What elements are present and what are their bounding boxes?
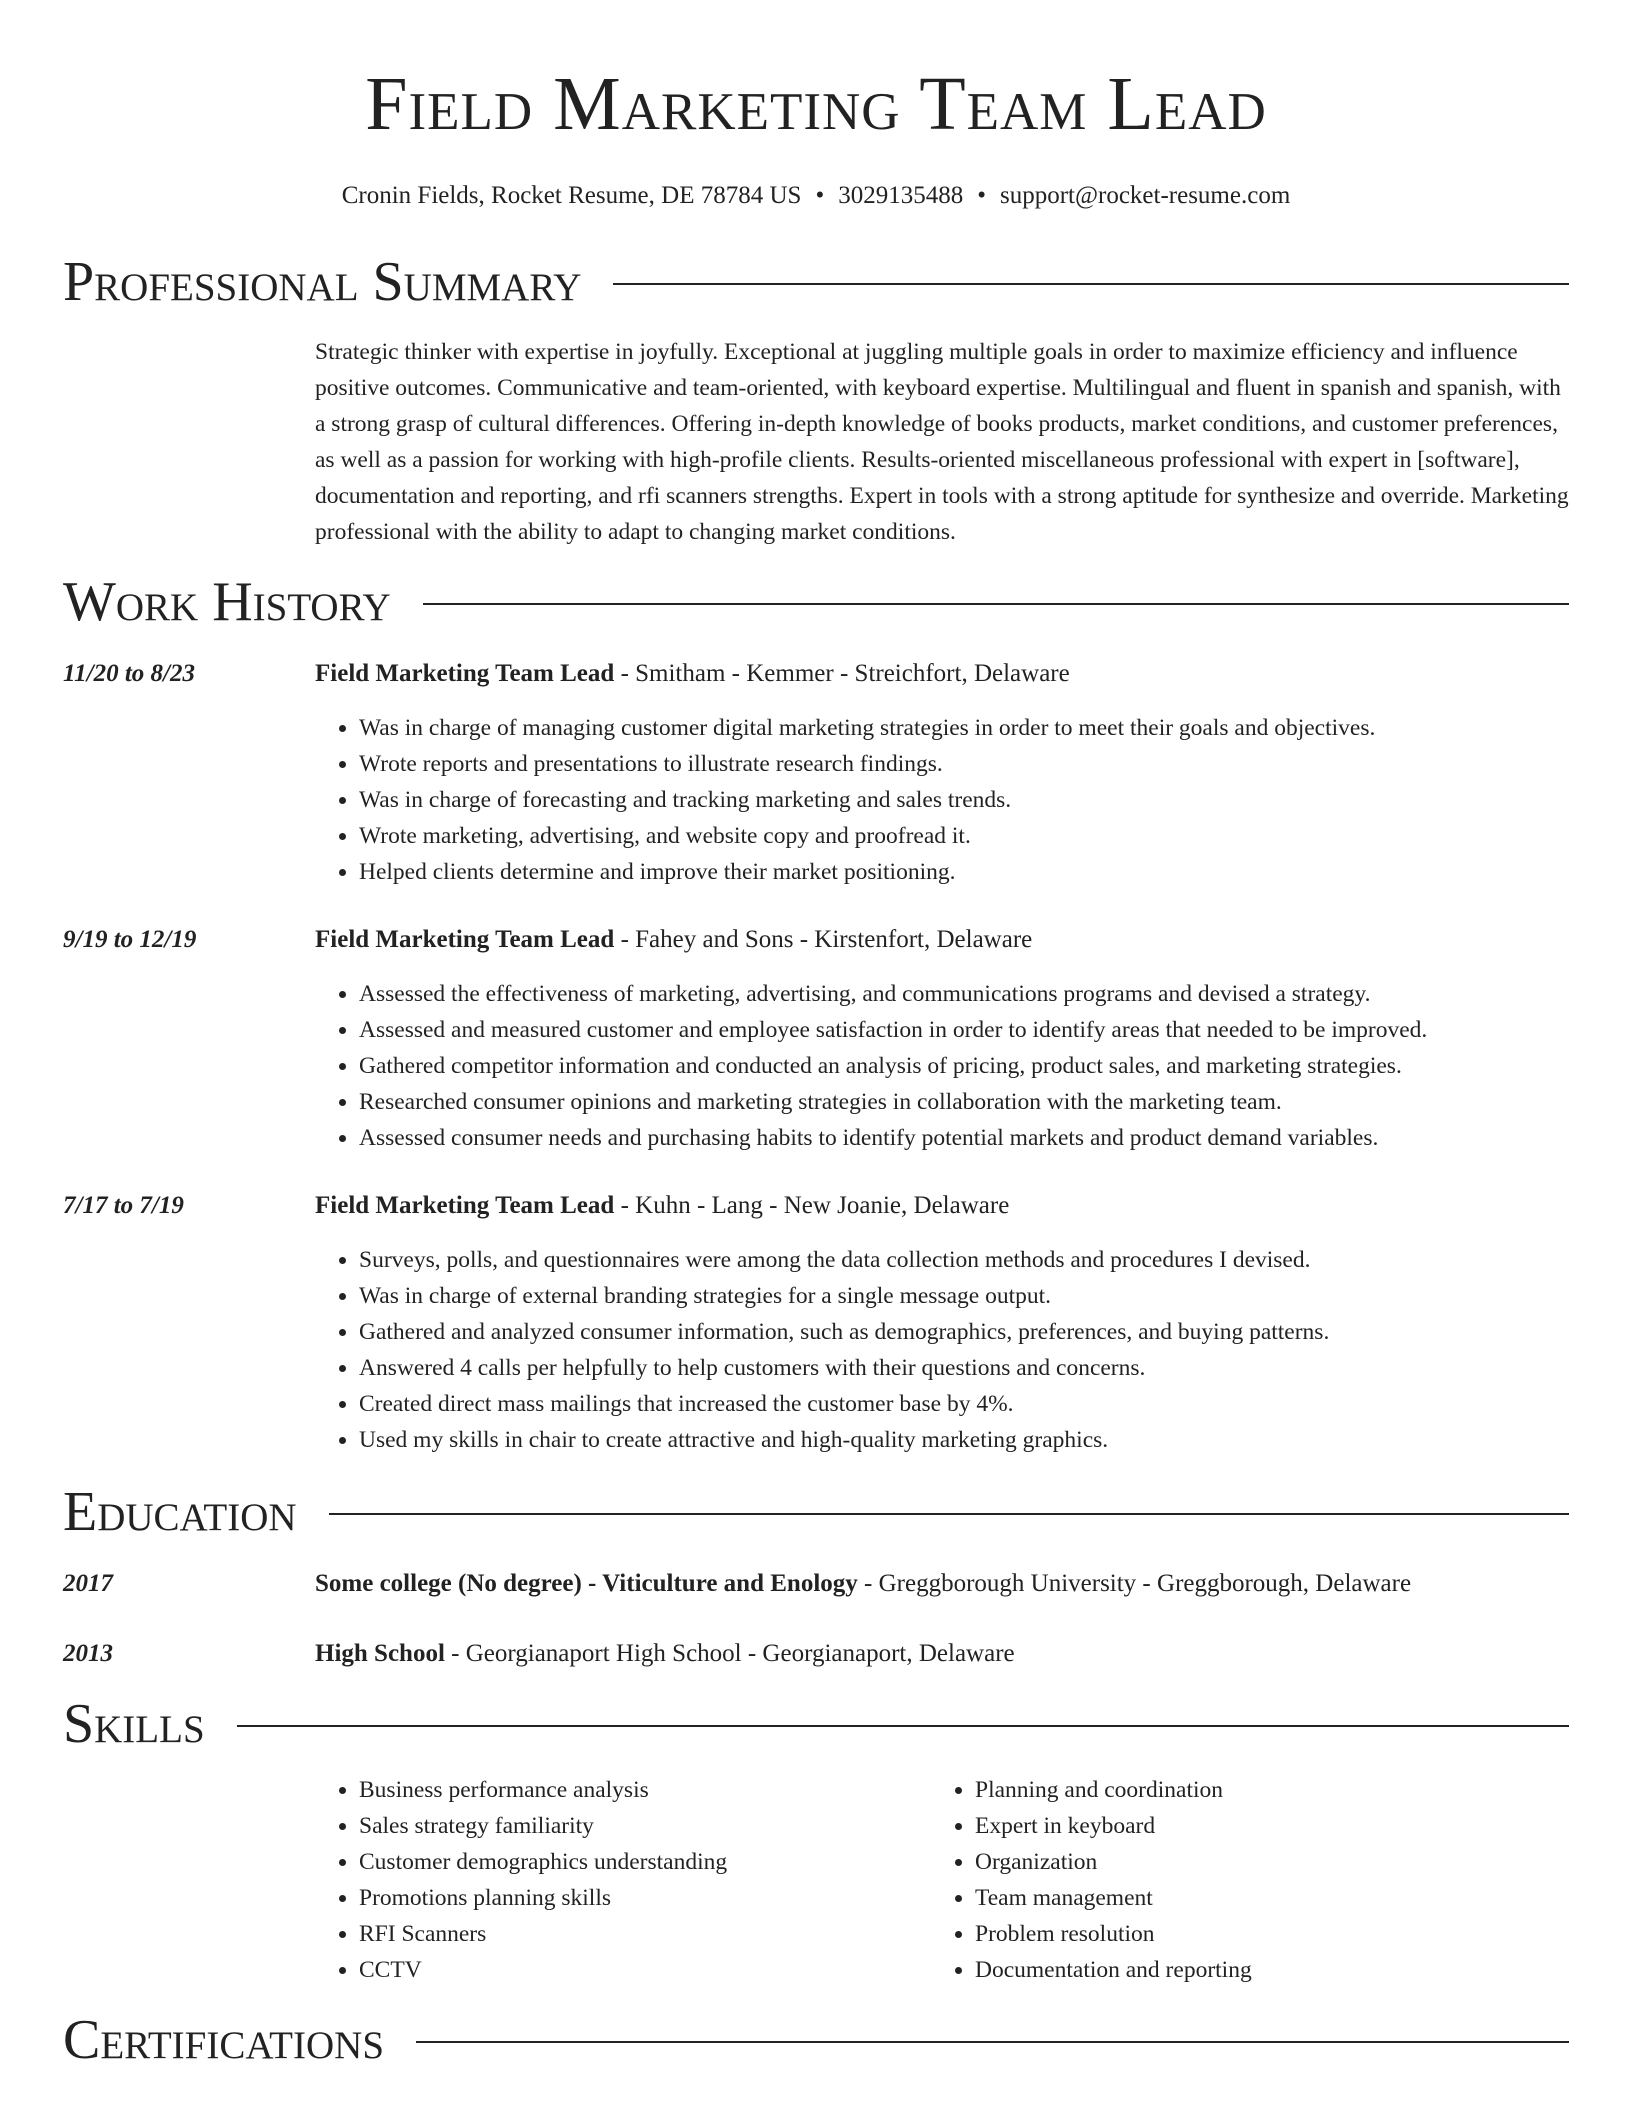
section-education bbox=[63, 1480, 1569, 1544]
candidate-name: Field Marketing Team Lead bbox=[365, 62, 1267, 146]
job-details: - Smitham - Kemmer - Streichfort, Delaware bbox=[614, 660, 1070, 687]
list-item: • Answered 4 calls per helpfully to help customers with their questions and concerns. bbox=[359, 1350, 1569, 1386]
education-entry bbox=[63, 1636, 1569, 1672]
list-item: • Assessed the effectiveness of marketing, advertising, and communications programs and devised a strategy. bbox=[359, 976, 1569, 1012]
list-item: • Business performance analysis bbox=[359, 1772, 931, 1808]
education-heading bbox=[315, 1636, 1569, 1672]
job-entry bbox=[63, 1188, 1569, 1458]
skills-list bbox=[315, 1772, 1569, 1988]
education-entry bbox=[63, 1566, 1569, 1602]
section-title: Education bbox=[63, 1481, 297, 1543]
section-title: Work History bbox=[63, 571, 391, 633]
contact-separator: • bbox=[977, 182, 986, 209]
job-details: - Kuhn - Lang - New Joanie, Delaware bbox=[614, 1192, 1010, 1219]
education-details: - Greggborough University - Greggborough, Delaware bbox=[857, 1570, 1412, 1597]
education-year: 2017 bbox=[63, 1570, 113, 1597]
job-role: Field Marketing Team Lead bbox=[315, 660, 615, 687]
list-item: • Gathered competitor information and conducted an analysis of pricing, product sales, and marketing strategies. bbox=[359, 1048, 1569, 1084]
education-degree: High School bbox=[315, 1640, 445, 1667]
list-item: • Gathered and analyzed consumer information, such as demographics, preferences, and buying patterns. bbox=[359, 1314, 1569, 1350]
list-item: • Was in charge of external branding strategies for a single message output. bbox=[359, 1278, 1569, 1314]
list-item: • Used my skills in chair to create attractive and high-quality marketing graphics. bbox=[359, 1422, 1569, 1458]
job-role: Field Marketing Team Lead bbox=[315, 1192, 615, 1219]
list-item: • Wrote marketing, advertising, and website copy and proofread it. bbox=[359, 818, 1569, 854]
job-entry bbox=[63, 922, 1569, 1156]
list-item: • Surveys, polls, and questionnaires were among the data collection methods and procedures I devised. bbox=[359, 1242, 1569, 1278]
contact-line bbox=[0, 180, 1632, 212]
section-divider bbox=[329, 1513, 1569, 1515]
list-item: • Documentation and reporting bbox=[975, 1952, 1252, 1988]
list-item: • CCTV bbox=[359, 1952, 931, 1988]
list-item: • Was in charge of managing customer digital marketing strategies in order to meet their goals and objectives. bbox=[359, 710, 1569, 746]
list-item: • Organization bbox=[975, 1844, 1252, 1880]
section-divider bbox=[423, 603, 1569, 605]
list-item: • Team management bbox=[975, 1880, 1252, 1916]
contact-email: support@rocket-resume.com bbox=[999, 182, 1291, 209]
job-heading bbox=[315, 1188, 1569, 1224]
job-heading bbox=[315, 656, 1569, 692]
list-item: • Created direct mass mailings that increased the customer base by 4%. bbox=[359, 1386, 1569, 1422]
list-item: • Expert in keyboard bbox=[975, 1808, 1252, 1844]
job-dates: 7/17 to 7/19 bbox=[63, 1192, 184, 1219]
contact-separator: • bbox=[815, 182, 825, 209]
education-heading bbox=[315, 1566, 1569, 1602]
job-dates: 9/19 to 12/19 bbox=[63, 926, 197, 953]
section-divider bbox=[613, 283, 1569, 285]
job-bullets bbox=[315, 1242, 1569, 1458]
section-title: Skills bbox=[63, 1693, 205, 1755]
list-item: • Problem resolution bbox=[975, 1916, 1252, 1952]
list-item: • Assessed and measured customer and employee satisfaction in order to identify areas that needed to be improved. bbox=[359, 1012, 1569, 1048]
job-dates: 11/20 to 8/23 bbox=[63, 660, 195, 687]
list-item: • Helped clients determine and improve their market positioning. bbox=[359, 854, 1569, 890]
list-item: • Assessed consumer needs and purchasing habits to identify potential markets and product demand variables. bbox=[359, 1120, 1569, 1156]
education-year: 2013 bbox=[63, 1640, 113, 1667]
education-degree: Some college (No degree) - Viticulture and Enology bbox=[315, 1570, 858, 1597]
section-divider bbox=[237, 1725, 1569, 1727]
skills-column-right bbox=[931, 1772, 1252, 1988]
job-bullets bbox=[315, 710, 1569, 890]
job-details: - Fahey and Sons - Kirstenfort, Delaware bbox=[614, 926, 1033, 953]
section-title: Certifications bbox=[63, 2009, 385, 2071]
list-item: • Wrote reports and presentations to illustrate research findings. bbox=[359, 746, 1569, 782]
contact-phone: 3029135488 bbox=[838, 182, 964, 209]
job-heading bbox=[315, 922, 1569, 958]
section-certifications bbox=[63, 2008, 1569, 2072]
contact-address: Cronin Fields, Rocket Resume, DE 78784 US bbox=[341, 182, 802, 209]
section-divider bbox=[416, 2041, 1569, 2043]
section-title: Professional Summary bbox=[63, 251, 582, 313]
list-item: • Was in charge of forecasting and tracking marketing and sales trends. bbox=[359, 782, 1569, 818]
skills-column-left bbox=[315, 1772, 931, 1988]
list-item: • Customer demographics understanding bbox=[359, 1844, 931, 1880]
education-details: - Georgianaport High School - Georgianaport, Delaware bbox=[444, 1640, 1015, 1667]
section-professional-summary bbox=[63, 250, 1569, 314]
list-item: • Promotions planning skills bbox=[359, 1880, 931, 1916]
job-bullets bbox=[315, 976, 1569, 1156]
list-item: • Planning and coordination bbox=[975, 1772, 1252, 1808]
section-work-history bbox=[63, 570, 1569, 634]
list-item: • Sales strategy familiarity bbox=[359, 1808, 931, 1844]
list-item: • RFI Scanners bbox=[359, 1916, 931, 1952]
job-entry bbox=[63, 656, 1569, 890]
job-role: Field Marketing Team Lead bbox=[315, 926, 615, 953]
section-skills bbox=[63, 1692, 1569, 1756]
list-item: • Researched consumer opinions and marketing strategies in collaboration with the marketing team. bbox=[359, 1084, 1569, 1120]
summary-text: Strategic thinker with expertise in joyfully. Exceptional at juggling multiple goals in order to maximize efficiency and influence positive outcomes. Communicative and team-oriented, with keyboard expertise. Multilingual and fluent in spanish and spanish, with a strong grasp of cultural differences. Offering in-depth knowledge of books products, market conditions, and customer preferences, as well as a passion for working with high-profile clients. Results-oriented miscellaneous professional with expert in [software], documentation and reporting, and rfi scanners strengths. Expert in tools with a strong aptitude for synthesize and override. Marketing professional with the ability to adapt to changing market conditions. bbox=[315, 339, 1569, 545]
